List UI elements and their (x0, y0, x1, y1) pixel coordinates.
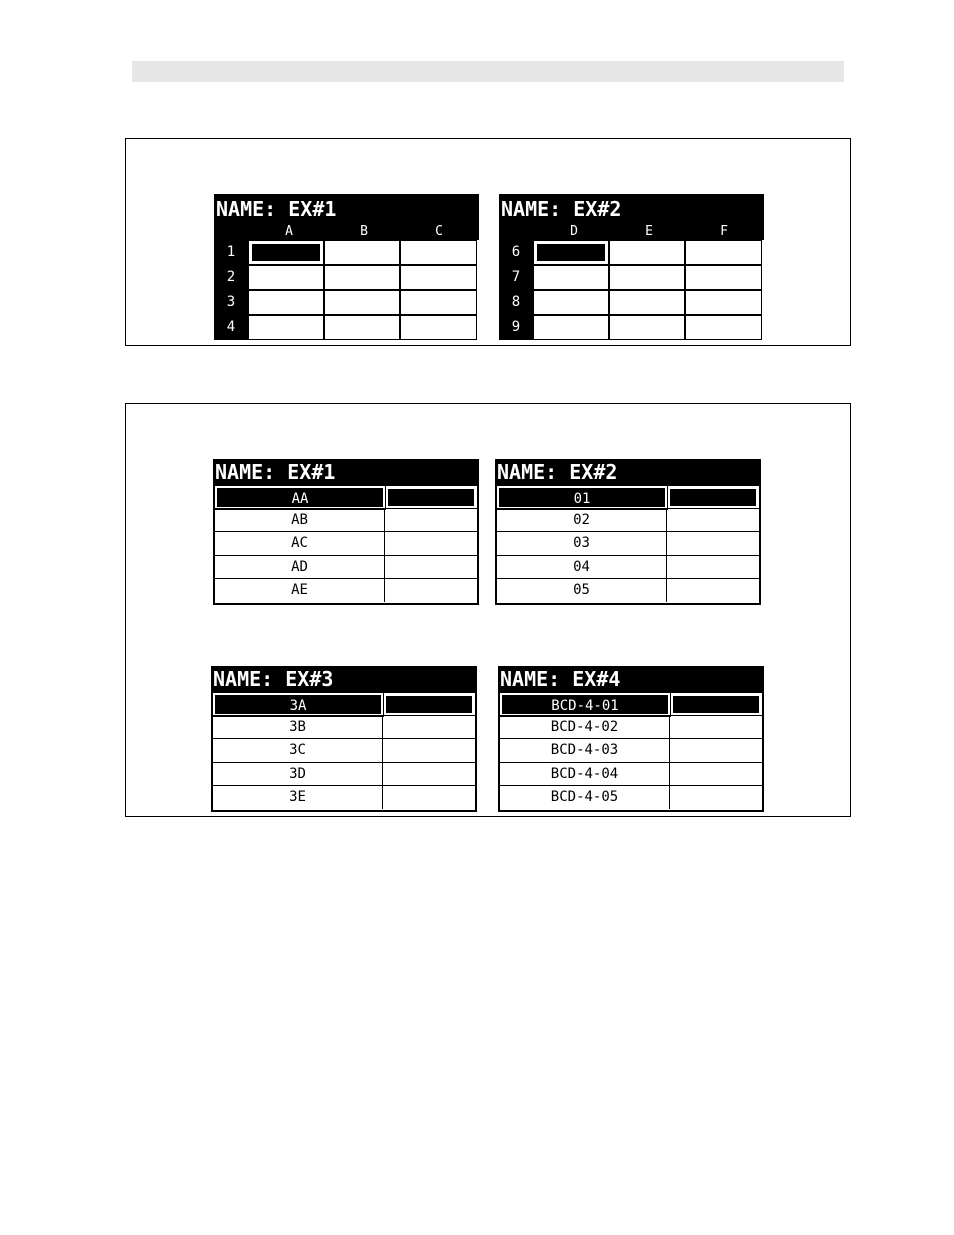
list-row-selected[interactable] (213, 692, 475, 716)
list-row[interactable] (213, 738, 475, 762)
list-row[interactable] (213, 715, 475, 739)
list-item-value[interactable] (670, 786, 762, 809)
grid-cell[interactable] (609, 315, 685, 340)
list-item-value[interactable] (667, 579, 759, 602)
list-item-name: AD (215, 556, 385, 579)
list-item-name: 04 (497, 556, 667, 579)
grid-screen-ex1 (214, 194, 479, 340)
list-item-name: 3C (213, 739, 383, 762)
grid-cell[interactable] (400, 290, 477, 315)
list-item-name: BCD-4-02 (500, 716, 670, 739)
grid-cell[interactable] (533, 315, 609, 340)
list-item-value[interactable] (385, 579, 477, 602)
list-row[interactable] (500, 785, 762, 809)
column-header: B (360, 224, 368, 239)
list-item-value[interactable] (670, 763, 762, 786)
list-item-name: 3A (213, 693, 383, 716)
list-item-name: 05 (497, 579, 667, 602)
list-rows (498, 692, 764, 812)
list-item-name: AC (215, 532, 385, 555)
grid-screen-ex2 (499, 194, 764, 340)
list-row-selected[interactable] (497, 485, 759, 509)
screen-title: NAME: EX#3 (211, 666, 477, 692)
grid-cell[interactable] (685, 265, 762, 290)
row-header: 8 (511, 294, 521, 310)
column-header-row (214, 224, 479, 240)
list-item-name: 3E (213, 786, 383, 809)
grid-cells (533, 240, 762, 340)
grid-cell[interactable] (400, 240, 477, 265)
grid-cell[interactable] (324, 315, 400, 340)
grid-view-figure (125, 138, 851, 346)
list-item-value[interactable] (670, 716, 762, 739)
list-row[interactable] (215, 531, 477, 555)
list-row[interactable] (215, 508, 477, 532)
list-row[interactable] (497, 531, 759, 555)
list-row[interactable] (500, 715, 762, 739)
list-item-value[interactable] (385, 532, 477, 555)
list-item-value[interactable] (383, 716, 475, 739)
list-item-value[interactable] (385, 556, 477, 579)
grid-cell-selected[interactable] (248, 240, 324, 265)
list-row[interactable] (215, 578, 477, 602)
column-header: D (570, 224, 578, 239)
column-header-row (499, 224, 764, 240)
list-item-name: AE (215, 579, 385, 602)
list-item-name: BCD-4-04 (500, 763, 670, 786)
list-item-name: AB (215, 509, 385, 532)
grid-cell[interactable] (685, 240, 762, 265)
grid-cell[interactable] (324, 265, 400, 290)
screen-title: NAME: EX#1 (213, 459, 479, 485)
list-item-name: BCD-4-01 (500, 693, 670, 716)
list-item-name: 01 (497, 486, 667, 509)
screen-title: NAME: EX#4 (498, 666, 764, 692)
list-view-figure (125, 403, 851, 817)
list-item-value[interactable] (383, 739, 475, 762)
list-item-value[interactable] (383, 786, 475, 809)
list-item-name: BCD-4-05 (500, 786, 670, 809)
list-item-name: BCD-4-03 (500, 739, 670, 762)
column-header: C (435, 224, 443, 239)
list-item-name: 3D (213, 763, 383, 786)
list-row[interactable] (500, 762, 762, 786)
list-row[interactable] (497, 578, 759, 602)
row-header: 3 (226, 294, 236, 310)
grid-cell[interactable] (400, 265, 477, 290)
list-row-selected[interactable] (215, 485, 477, 509)
row-header: 4 (226, 319, 236, 335)
list-item-value[interactable] (385, 486, 477, 509)
screen-title: NAME: EX#1 (214, 194, 479, 224)
list-item-name: 02 (497, 509, 667, 532)
list-row-selected[interactable] (500, 692, 762, 716)
list-rows (211, 692, 477, 812)
row-header: 6 (511, 244, 521, 260)
header-bar (132, 61, 844, 82)
list-item-value[interactable] (670, 693, 762, 716)
grid-cell[interactable] (609, 240, 685, 265)
grid-cell[interactable] (533, 290, 609, 315)
grid-cell[interactable] (685, 315, 762, 340)
grid-cell[interactable] (685, 290, 762, 315)
list-rows (213, 485, 479, 605)
list-screen-ex1 (213, 459, 479, 605)
grid-cell[interactable] (609, 265, 685, 290)
column-header: E (645, 224, 653, 239)
list-screen-ex4 (498, 666, 764, 812)
list-item-name: AA (215, 486, 385, 509)
list-row[interactable] (215, 555, 477, 579)
row-header-column (499, 240, 533, 340)
grid-cells (248, 240, 477, 340)
list-screen-ex2 (495, 459, 761, 605)
grid-cell-selected[interactable] (533, 240, 609, 265)
list-item-value[interactable] (667, 509, 759, 532)
list-screen-ex3 (211, 666, 477, 812)
grid-cell[interactable] (324, 290, 400, 315)
list-item-value[interactable] (383, 763, 475, 786)
list-row[interactable] (500, 738, 762, 762)
list-item-value[interactable] (670, 739, 762, 762)
list-item-value[interactable] (667, 556, 759, 579)
grid-cell[interactable] (609, 290, 685, 315)
list-rows (495, 485, 761, 605)
row-header: 9 (511, 319, 521, 335)
column-header: F (720, 224, 728, 239)
list-row[interactable] (213, 762, 475, 786)
list-item-value[interactable] (667, 532, 759, 555)
list-item-name: 3B (213, 716, 383, 739)
row-header: 2 (226, 269, 236, 285)
list-item-value[interactable] (383, 693, 475, 716)
grid-cell[interactable] (324, 240, 400, 265)
list-item-value[interactable] (667, 486, 759, 509)
grid-cell[interactable] (248, 290, 324, 315)
grid-cell[interactable] (400, 315, 477, 340)
list-row[interactable] (213, 785, 475, 809)
screen-title: NAME: EX#2 (499, 194, 764, 224)
row-header: 7 (511, 269, 521, 285)
list-item-value[interactable] (385, 509, 477, 532)
row-header-column (214, 240, 248, 340)
grid-cell[interactable] (533, 265, 609, 290)
grid-cell[interactable] (248, 265, 324, 290)
list-row[interactable] (497, 555, 759, 579)
screen-title: NAME: EX#2 (495, 459, 761, 485)
list-row[interactable] (497, 508, 759, 532)
column-header: A (285, 224, 293, 239)
list-item-name: 03 (497, 532, 667, 555)
grid-cell[interactable] (248, 315, 324, 340)
row-header: 1 (226, 244, 236, 260)
